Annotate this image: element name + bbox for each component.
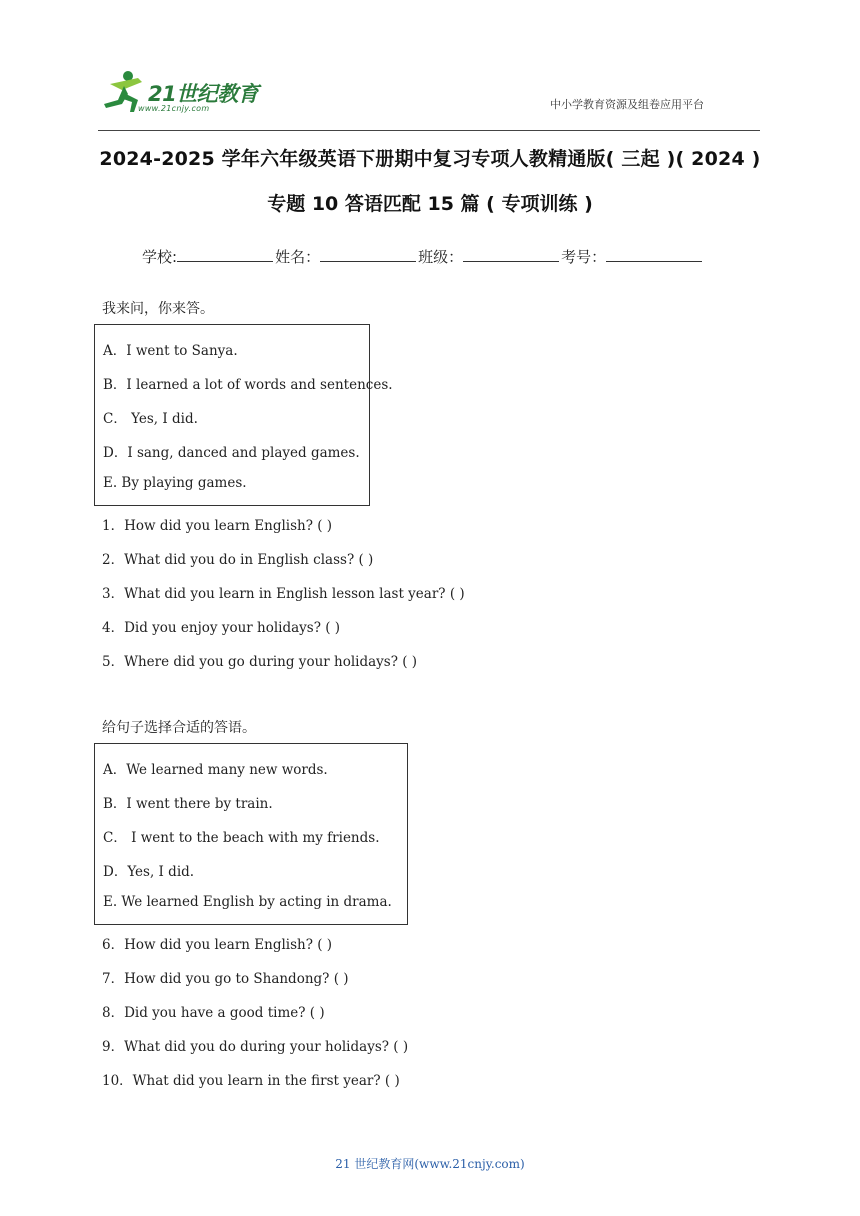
option-item: A．We learned many new words. xyxy=(103,762,328,778)
logo xyxy=(98,70,268,116)
name-blank[interactable] xyxy=(320,247,416,262)
page-header xyxy=(98,66,760,132)
option-item: B．I learned a lot of words and sentences. xyxy=(103,377,393,393)
section1-instruction: 我来问，你来答。 xyxy=(102,301,214,317)
page-title: 2024-2025 学年六年级英语下册期中复习专项人教精通版( 三起 )( 2024 ) xyxy=(99,148,761,170)
question-item: 7．How did you go to Shandong? ( ) xyxy=(102,971,349,987)
student-info-fields xyxy=(142,246,704,267)
school-label: 学校: xyxy=(142,248,178,266)
option-item: C． I went to the beach with my friends. xyxy=(103,830,380,846)
section2-instruction: 给句子选择合适的答语。 xyxy=(102,720,256,736)
question-item: 2．What did you do in English class? ( ) xyxy=(102,552,374,568)
option-item: A．I went to Sanya. xyxy=(103,343,238,359)
section2-options-box xyxy=(94,743,408,925)
logo-url: www.21cnjy.com xyxy=(138,104,210,113)
question-item: 6．How did you learn English? ( ) xyxy=(102,937,333,953)
name-label: 姓名： xyxy=(275,248,321,266)
footer-link[interactable]: 21 世纪教育网(www.21cnjy.com) xyxy=(335,1157,525,1171)
option-item: B．I went there by train. xyxy=(103,796,273,812)
question-item: 4．Did you enjoy your holidays? ( ) xyxy=(102,620,341,636)
platform-label: 中小学教育资源及组卷应用平台 xyxy=(550,98,704,111)
option-item: D．I sang, danced and played games. xyxy=(103,445,360,461)
question-item: 3．What did you learn in English lesson last year? ( ) xyxy=(102,586,465,602)
header-divider xyxy=(98,130,760,131)
option-item: C． Yes, I did. xyxy=(103,411,198,427)
class-label: 班级： xyxy=(418,248,464,266)
page-subtitle: 专题 10 答语匹配 15 篇 ( 专项训练 ) xyxy=(267,193,593,215)
school-blank[interactable] xyxy=(177,247,273,262)
question-item: 1．How did you learn English? ( ) xyxy=(102,518,333,534)
question-item: 8．Did you have a good time? ( ) xyxy=(102,1005,325,1021)
exam-no-label: 考号： xyxy=(561,248,607,266)
option-item: E. By playing games. xyxy=(103,475,247,491)
option-item: D．Yes, I did. xyxy=(103,864,195,880)
section1-options-box xyxy=(94,324,393,506)
class-blank[interactable] xyxy=(463,247,559,262)
question-item: 10．What did you learn in the first year? ( ) xyxy=(102,1073,400,1089)
logo-text: 21世纪教育 xyxy=(148,82,259,106)
question-item: 5．Where did you go during your holidays? ( ) xyxy=(102,654,418,670)
option-item: E. We learned English by acting in drama. xyxy=(103,894,392,910)
exam-no-blank[interactable] xyxy=(606,247,702,262)
question-item: 9．What did you do during your holidays? ( ) xyxy=(102,1039,409,1055)
